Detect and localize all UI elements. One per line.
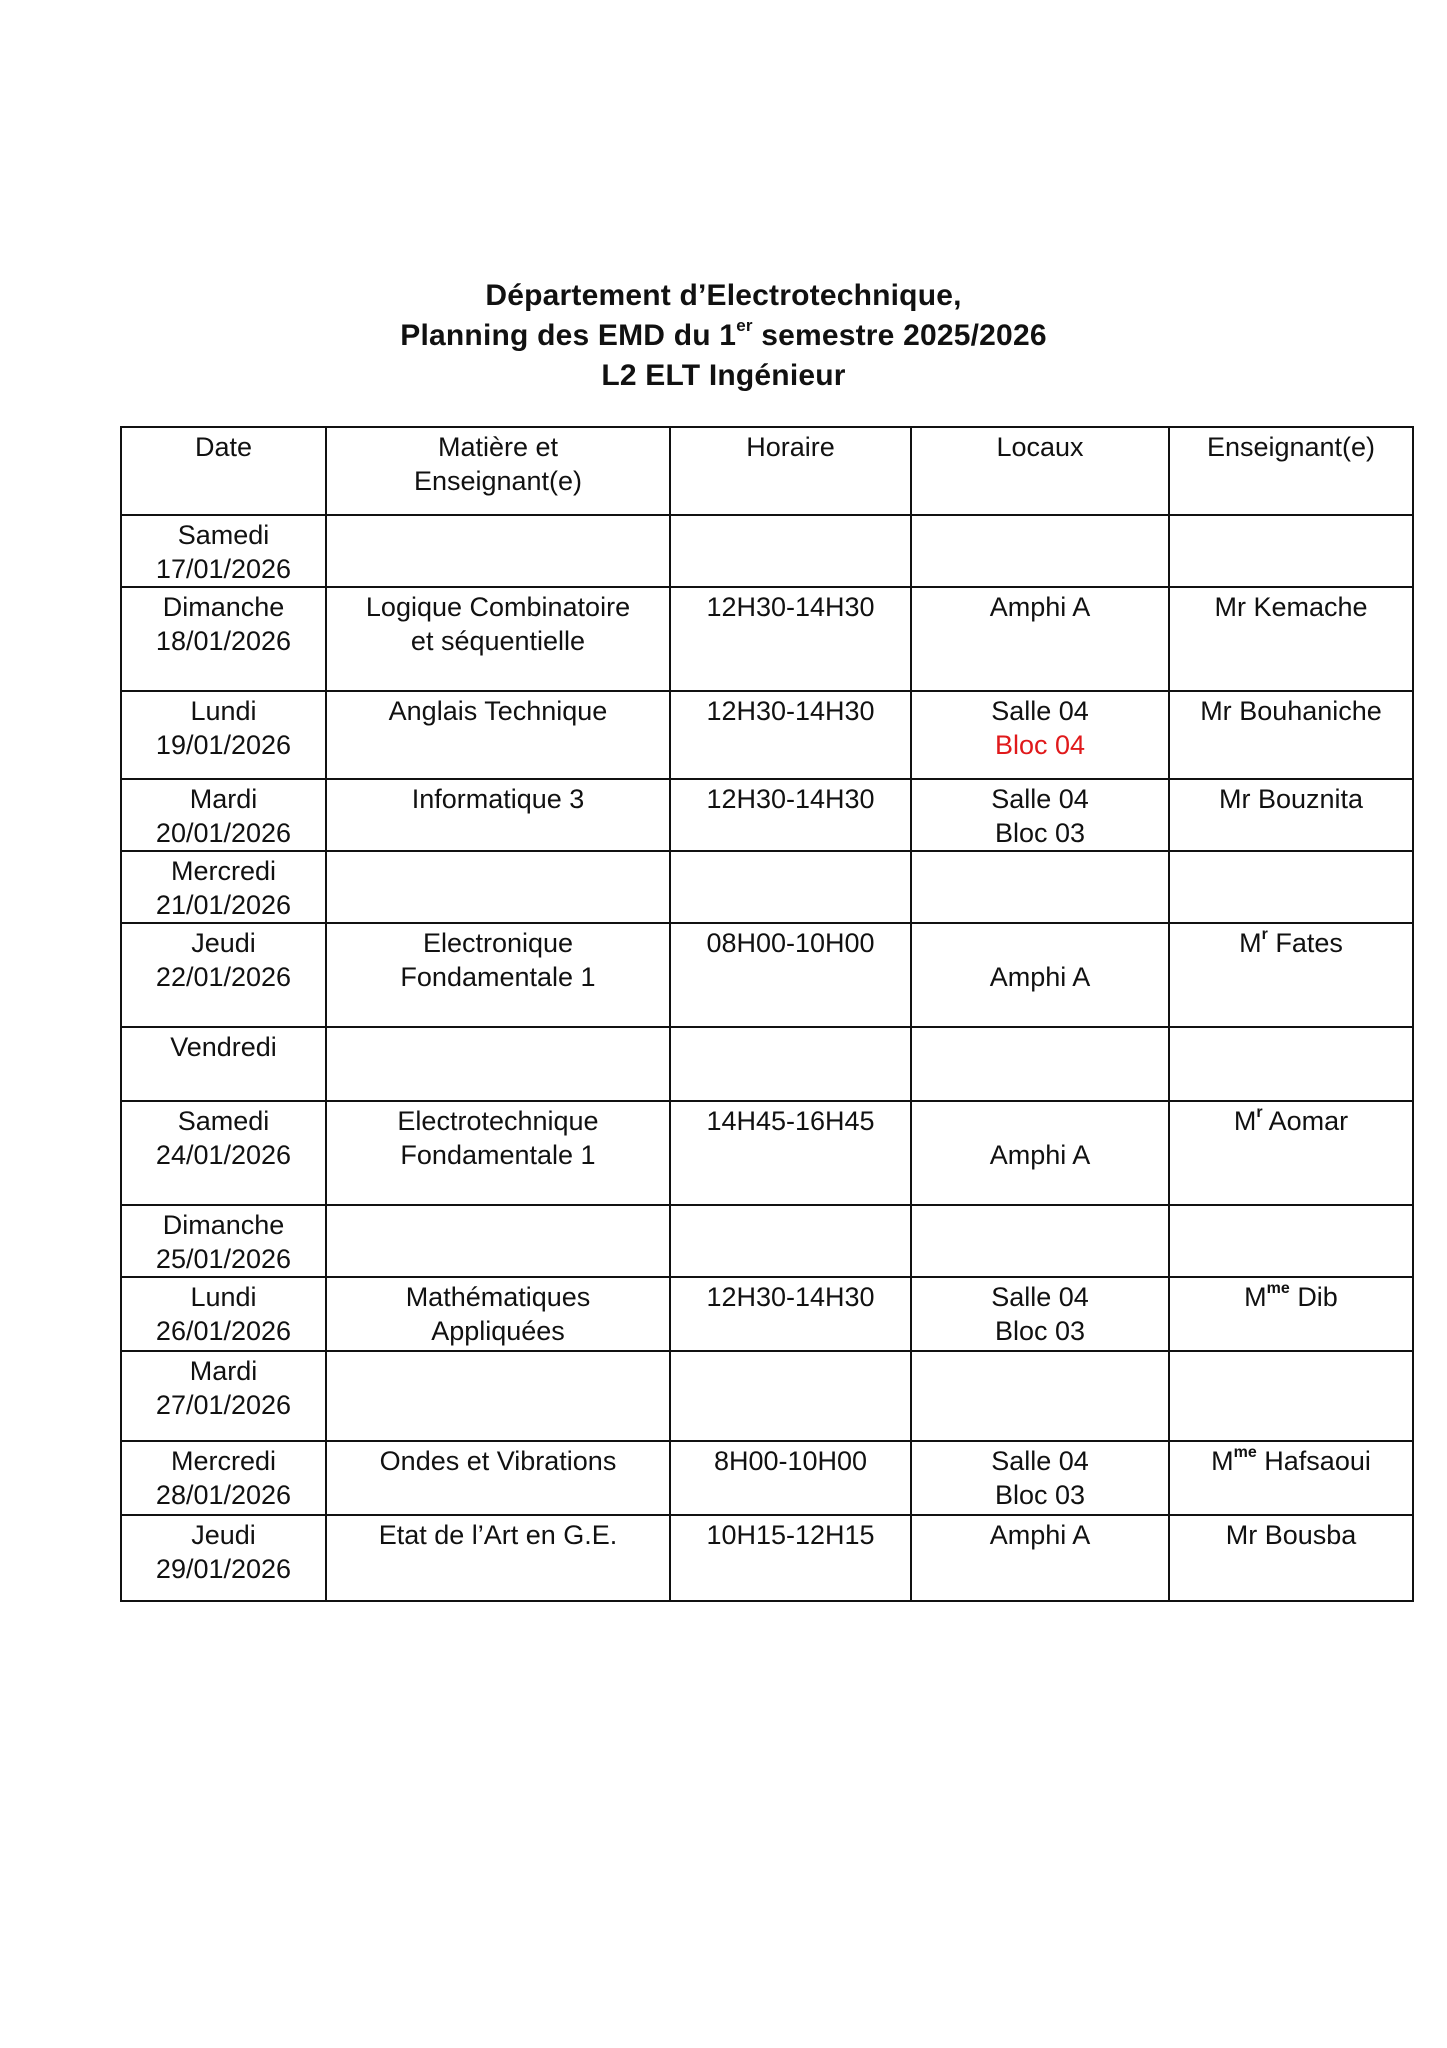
day-name: Jeudi	[191, 1520, 256, 1550]
table-row	[121, 1277, 1413, 1351]
time-slot: 12H30-14H30	[706, 1282, 875, 1312]
subject-line2	[331, 552, 665, 586]
teacher-name: Aomar	[1268, 1106, 1349, 1136]
cell-horaire	[670, 587, 911, 691]
cell-matiere	[326, 1515, 670, 1601]
date-value: 25/01/2026	[155, 1244, 292, 1274]
cell-matiere	[326, 779, 670, 851]
subject-line2: Appliquées	[431, 1316, 565, 1346]
date-value: 22/01/2026	[155, 962, 292, 992]
day-name: Lundi	[190, 696, 257, 726]
room-line2: Bloc 03	[994, 1316, 1086, 1346]
time-slot: 12H30-14H30	[706, 696, 875, 726]
cell-horaire	[670, 1515, 911, 1601]
cell-horaire	[670, 851, 911, 923]
subject-line2	[331, 888, 665, 922]
subject-line1: Mathématiques	[405, 1282, 591, 1312]
time-slot: 08H00-10H00	[706, 928, 875, 958]
table-row	[121, 1027, 1413, 1101]
room-line1: Salle 04	[991, 1446, 1089, 1476]
room-line2: Amphi A	[989, 1140, 1091, 1170]
time-slot	[675, 518, 906, 552]
cell-horaire	[670, 1441, 911, 1515]
day-name: Lundi	[190, 1282, 257, 1312]
cell-locaux	[911, 691, 1169, 779]
day-name: Jeudi	[191, 928, 256, 958]
title-planning-prefix: Planning des EMD du 1	[400, 319, 737, 352]
header-matiere-line1: Matière et	[437, 432, 559, 462]
cell-matiere	[326, 1277, 670, 1351]
time-slot	[675, 1354, 906, 1388]
subject-line1	[331, 518, 665, 552]
room-line1	[916, 1208, 1164, 1242]
teacher-title: M	[1239, 928, 1262, 958]
subject-line2	[331, 1478, 665, 1512]
time-slot	[675, 1208, 906, 1242]
cell-matiere	[326, 1027, 670, 1101]
cell-matiere	[326, 851, 670, 923]
room-line2: Bloc 03	[994, 1480, 1086, 1510]
table-row	[121, 1351, 1413, 1441]
subject-line1	[331, 854, 665, 888]
cell-date	[121, 1101, 326, 1205]
cell-date	[121, 923, 326, 1027]
title-planning-suffix: semestre 2025/2026	[752, 319, 1047, 352]
cell-matiere	[326, 1441, 670, 1515]
room-line1	[916, 518, 1164, 552]
table-row	[121, 587, 1413, 691]
cell-horaire	[670, 515, 911, 587]
teacher-space	[1250, 784, 1258, 814]
time-slot: 14H45-16H45	[706, 1106, 875, 1136]
room-line2	[916, 552, 1164, 586]
date-value	[126, 1064, 321, 1098]
cell-date	[121, 779, 326, 851]
teacher-title: M	[1233, 1106, 1257, 1136]
cell-enseignant	[1169, 1351, 1413, 1441]
subject-line2: Fondamentale 1	[400, 1140, 596, 1170]
teacher-title: M	[1244, 1282, 1267, 1312]
header-enseignant: Enseignant(e)	[1169, 427, 1413, 515]
subject-line1	[331, 1208, 665, 1242]
header-locaux: Locaux	[911, 427, 1169, 515]
cell-date	[121, 1515, 326, 1601]
subject-line1	[331, 1030, 665, 1064]
title-department: Département d’Electrotechnique,	[485, 279, 962, 312]
subject-line2: et séquentielle	[410, 626, 586, 656]
cell-matiere	[326, 1205, 670, 1277]
cell-date	[121, 1027, 326, 1101]
day-name: Mercredi	[170, 1446, 277, 1476]
cell-enseignant	[1169, 691, 1413, 779]
teacher-name: Bousba	[1264, 1520, 1357, 1550]
subject-line2	[331, 1552, 665, 1586]
date-value: 18/01/2026	[155, 626, 292, 656]
day-name: Vendredi	[170, 1032, 277, 1062]
date-value: 27/01/2026	[155, 1390, 292, 1420]
subject-line1	[331, 1354, 665, 1388]
teacher-title-superscript: me	[1233, 1444, 1257, 1461]
table-row	[121, 1205, 1413, 1277]
room-line2	[916, 624, 1164, 658]
subject-line1: Informatique 3	[411, 784, 585, 814]
table-row	[121, 515, 1413, 587]
cell-enseignant	[1169, 923, 1413, 1027]
day-name: Mercredi	[170, 856, 277, 886]
teacher-title: M	[1211, 1446, 1234, 1476]
header-matiere	[326, 427, 670, 515]
title-program: L2 ELT Ingénieur	[601, 359, 846, 392]
cell-enseignant	[1169, 779, 1413, 851]
cell-enseignant	[1169, 1441, 1413, 1515]
subject-line1: Logique Combinatoire	[365, 592, 631, 622]
room-line2	[916, 1388, 1164, 1422]
cell-matiere	[326, 691, 670, 779]
header-date: Date	[121, 427, 326, 515]
date-value: 21/01/2026	[155, 890, 292, 920]
cell-locaux	[911, 779, 1169, 851]
teacher-name: Bouhaniche	[1239, 696, 1382, 726]
teacher-name: Kemache	[1253, 592, 1368, 622]
room-line1	[916, 926, 1164, 960]
cell-date	[121, 1351, 326, 1441]
cell-locaux	[911, 1351, 1169, 1441]
cell-locaux	[911, 1027, 1169, 1101]
table-header-row	[121, 427, 1413, 515]
cell-horaire	[670, 1351, 911, 1441]
subject-line1: Ondes et Vibrations	[379, 1446, 617, 1476]
cell-enseignant	[1169, 1027, 1413, 1101]
cell-date	[121, 515, 326, 587]
room-line1	[916, 1354, 1164, 1388]
time-slot: 10H15-12H15	[706, 1520, 875, 1550]
header-matiere-line2: Enseignant(e)	[413, 466, 583, 496]
exam-schedule-table	[120, 426, 1414, 1602]
date-value: 24/01/2026	[155, 1140, 292, 1170]
room-line1	[916, 1104, 1164, 1138]
cell-date	[121, 1277, 326, 1351]
cell-horaire	[670, 1277, 911, 1351]
room-line1	[916, 1030, 1164, 1064]
cell-horaire	[670, 1027, 911, 1101]
subject-line1: Electrotechnique	[397, 1106, 599, 1136]
room-line1: Amphi A	[989, 1520, 1091, 1550]
cell-date	[121, 1441, 326, 1515]
subject-line1: Electronique	[422, 928, 574, 958]
cell-locaux	[911, 1101, 1169, 1205]
cell-locaux	[911, 1515, 1169, 1601]
room-line2: Bloc 03	[994, 818, 1086, 848]
time-slot	[675, 1030, 906, 1064]
cell-locaux	[911, 515, 1169, 587]
time-slot: 12H30-14H30	[706, 592, 875, 622]
day-name: Mardi	[189, 1356, 258, 1386]
cell-date	[121, 1205, 326, 1277]
time-slot: 12H30-14H30	[706, 784, 875, 814]
date-value: 28/01/2026	[155, 1480, 292, 1510]
cell-horaire	[670, 691, 911, 779]
cell-enseignant	[1169, 1277, 1413, 1351]
room-line2: Bloc 04	[994, 730, 1086, 760]
teacher-title: Mr	[1218, 784, 1251, 814]
day-name: Samedi	[177, 520, 270, 550]
teacher-title-superscript: me	[1266, 1280, 1290, 1297]
cell-enseignant	[1169, 515, 1413, 587]
subject-line2	[331, 1388, 665, 1422]
teacher-title: Mr	[1225, 1520, 1258, 1550]
cell-enseignant	[1169, 1205, 1413, 1277]
cell-enseignant	[1169, 1101, 1413, 1205]
subject-line2	[331, 728, 665, 762]
cell-locaux	[911, 923, 1169, 1027]
day-name: Dimanche	[162, 1210, 285, 1240]
room-line1: Salle 04	[991, 784, 1089, 814]
teacher-title: Mr	[1200, 696, 1232, 726]
cell-locaux	[911, 587, 1169, 691]
table-row	[121, 1441, 1413, 1515]
cell-horaire	[670, 923, 911, 1027]
room-line2	[916, 1064, 1164, 1098]
day-name: Samedi	[177, 1106, 270, 1136]
subject-line2	[331, 816, 665, 850]
cell-matiere	[326, 923, 670, 1027]
time-slot	[675, 854, 906, 888]
cell-date	[121, 691, 326, 779]
table-row	[121, 779, 1413, 851]
subject-line1: Etat de l’Art en G.E.	[378, 1520, 618, 1550]
cell-horaire	[670, 1101, 911, 1205]
teacher-title: Mr	[1214, 592, 1246, 622]
teacher-name: Dib	[1297, 1282, 1338, 1312]
table-row	[121, 923, 1413, 1027]
document-title	[0, 276, 1447, 396]
room-line1: Salle 04	[991, 696, 1089, 726]
teacher-name: Fates	[1275, 928, 1343, 958]
room-line2	[916, 1242, 1164, 1276]
table-row	[121, 1515, 1413, 1601]
day-name: Mardi	[189, 784, 258, 814]
teacher-space	[1257, 1520, 1265, 1550]
date-value: 19/01/2026	[155, 730, 292, 760]
day-name: Dimanche	[162, 592, 285, 622]
table-row	[121, 691, 1413, 779]
room-line2	[916, 888, 1164, 922]
subject-line1: Anglais Technique	[388, 696, 608, 726]
date-value: 29/01/2026	[155, 1554, 292, 1584]
cell-locaux	[911, 1277, 1169, 1351]
subject-line2	[331, 1242, 665, 1276]
cell-locaux	[911, 1205, 1169, 1277]
date-value: 26/01/2026	[155, 1316, 292, 1346]
cell-enseignant	[1169, 1515, 1413, 1601]
room-line1: Amphi A	[989, 592, 1091, 622]
cell-matiere	[326, 1101, 670, 1205]
date-value: 20/01/2026	[155, 818, 292, 848]
room-line2: Amphi A	[989, 962, 1091, 992]
cell-date	[121, 851, 326, 923]
cell-matiere	[326, 1351, 670, 1441]
cell-locaux	[911, 851, 1169, 923]
table-row	[121, 851, 1413, 923]
teacher-name: Hafsaoui	[1264, 1446, 1371, 1476]
subject-line2: Fondamentale 1	[400, 962, 596, 992]
date-value: 17/01/2026	[155, 554, 292, 584]
teacher-title-superscript: r	[1256, 1104, 1263, 1121]
cell-enseignant	[1169, 851, 1413, 923]
table-row	[121, 1101, 1413, 1205]
cell-horaire	[670, 1205, 911, 1277]
teacher-name: Bouznita	[1257, 784, 1364, 814]
title-planning	[0, 316, 1447, 356]
cell-matiere	[326, 587, 670, 691]
header-horaire: Horaire	[670, 427, 911, 515]
teacher-title-superscript: r	[1261, 926, 1268, 943]
title-planning-superscript: er	[736, 316, 753, 335]
time-slot: 8H00-10H00	[713, 1446, 868, 1476]
cell-matiere	[326, 515, 670, 587]
room-line2	[916, 1552, 1164, 1586]
cell-horaire	[670, 779, 911, 851]
cell-locaux	[911, 1441, 1169, 1515]
cell-enseignant	[1169, 587, 1413, 691]
subject-line2	[331, 1064, 665, 1098]
room-line1	[916, 854, 1164, 888]
cell-date	[121, 587, 326, 691]
room-line1: Salle 04	[991, 1282, 1089, 1312]
